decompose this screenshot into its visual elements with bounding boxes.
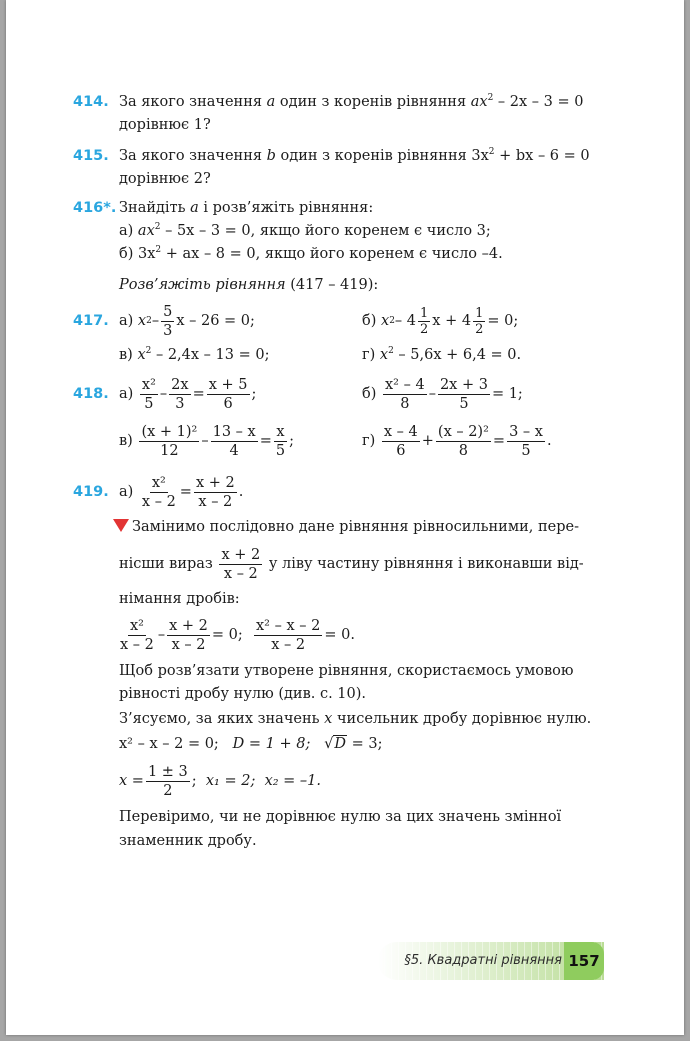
solution-line-2 xyxy=(119,544,584,584)
problem-417-b: б) x 2 – 4 1 2 x + 4 1 2 = 0; xyxy=(362,305,519,337)
text: чисельник дробу дорівнює нулю. xyxy=(336,711,592,727)
item-label: б) xyxy=(362,313,377,329)
problem-416-b: б) $3x^2$ + ax – 8 = 0, якщо його коренем є число –4. xyxy=(119,245,503,262)
equation-part: – 5,6x + 6,4 = 0. xyxy=(393,347,522,363)
equation-part: ; xyxy=(191,773,197,789)
text: нісши вираз xyxy=(119,556,213,572)
equation-part: ; xyxy=(289,433,294,449)
solution-line-4: Щоб розв’язати утворене рівняння, скористаємось умовою xyxy=(119,663,574,679)
solution-line-3: німання дробів: xyxy=(119,591,240,607)
operator: – xyxy=(201,433,209,449)
operator: + xyxy=(421,433,434,449)
fraction: $\frac{3 - x}{5}$ xyxy=(509,423,543,459)
section-heading xyxy=(119,274,378,296)
fraction: $\frac{\text{(x – 2)²}}{8}$ xyxy=(437,423,489,459)
equation-part: ax xyxy=(470,94,488,110)
equation-part: x xyxy=(381,313,390,329)
solution-roots xyxy=(119,760,321,802)
solution-line-8: знаменник дробу. xyxy=(119,833,257,849)
fraction: $\frac{x}{5}$ xyxy=(275,423,286,459)
problem-number-417: 417. xyxy=(73,313,109,329)
equation-part: . xyxy=(546,433,552,449)
solution-discriminant xyxy=(119,733,383,755)
equation-part: x + 4 xyxy=(432,313,472,329)
fraction: $\frac{x + 2}{x - 2}$ xyxy=(169,617,208,653)
equation-part: 3x xyxy=(471,148,489,164)
text: і розв’яжіть рівняння: xyxy=(203,200,374,216)
page-number: 157 xyxy=(564,942,604,980)
text: один з коренів рівняння xyxy=(279,94,467,110)
text: З’ясуємо, за яких значень xyxy=(119,711,320,727)
item-label: в) xyxy=(119,347,133,363)
equation-part: ax xyxy=(137,223,155,239)
problem-number-419: 419. xyxy=(73,484,109,500)
operator: = xyxy=(192,386,205,402)
fraction: $\frac{13 - x}{4}$ xyxy=(212,423,256,459)
equation-part: x = xyxy=(119,773,144,789)
item-label: а) xyxy=(119,386,134,402)
equation-part: x xyxy=(137,347,146,363)
solution-line-7: Перевіримо, чи не дорівнює нулю за цих значень змінної xyxy=(119,809,562,825)
variable: a xyxy=(190,200,199,216)
equation-part: + ax – 8 = 0, якщо його коренем є число –4. xyxy=(161,246,503,262)
equation-part: = 1; xyxy=(491,386,523,402)
problem-number-415: 415. xyxy=(73,148,109,164)
fraction: $\frac{x + 2}{x - 2}$ xyxy=(195,474,235,510)
fraction: $\frac{2x}{3}$ xyxy=(171,376,189,412)
problem-414-line2: дорівнює 1? xyxy=(119,117,211,133)
solution-marker-icon xyxy=(113,519,129,532)
problem-number-416: 416*. xyxy=(73,200,117,216)
equation-part: – 4 xyxy=(394,313,417,329)
heading-range: (417 – 419): xyxy=(290,277,379,293)
heading-italic: Розв’яжіть рівняння xyxy=(119,277,286,293)
problem-415-line1: За якого значення b один з коренів рівняння $3x^2$ + bx – 6 = 0 xyxy=(119,147,590,164)
equation-part: = 0. xyxy=(324,627,355,643)
problem-417-a: а) x 2 – 5 3 x – 26 = 0; xyxy=(119,303,255,339)
problem-418-b xyxy=(362,374,523,414)
text: у ліву частину рівняння і виконавши від- xyxy=(268,556,584,572)
solution-line-1 xyxy=(113,516,579,538)
problem-418-g xyxy=(362,420,552,462)
equation-part: 3x xyxy=(138,246,156,262)
item-label: а) xyxy=(119,223,134,239)
fraction: x² 5 xyxy=(141,376,156,412)
item-label: г) xyxy=(362,347,376,363)
text: За якого значення xyxy=(119,94,263,110)
sqrt-radicand: D xyxy=(334,736,347,752)
operator: = xyxy=(179,484,192,500)
root-2: x₂ = –1. xyxy=(264,773,322,789)
operator: – xyxy=(159,386,168,402)
solution-line-6 xyxy=(119,708,591,730)
problem-417-v: в) $x^2 - 2,4x - 13 = 0$; xyxy=(119,346,270,363)
operator: = xyxy=(259,433,272,449)
equation-part: + bx – 6 = 0 xyxy=(494,148,590,164)
root-1: x₁ = 2; xyxy=(205,773,256,789)
problem-number-414: 414. xyxy=(73,94,109,110)
sqrt-icon: √ xyxy=(324,736,334,752)
text: Знайдіть xyxy=(119,200,186,216)
problem-417-g: г) $x^2 - 5,6x + 6,4 = 0$. xyxy=(362,346,522,363)
problem-414-line1: За якого значення a один з коренів рівняння $ax^2 - 2x - 3 = 0$ xyxy=(119,93,584,110)
equation-part: – 5x – 3 = 0, якщо його коренем є число 3; xyxy=(160,223,491,239)
fraction: x² x – 2 xyxy=(120,617,154,653)
equation-part: x – 26 = 0; xyxy=(176,313,255,329)
fraction: (x + 1)² 12 xyxy=(141,423,198,459)
fraction: $\frac{\text{x²}}{x - 2}$ xyxy=(141,474,176,510)
item-label: а) xyxy=(119,484,134,500)
equation-part: – xyxy=(151,313,160,329)
item-label: в) xyxy=(119,433,133,449)
variable: x xyxy=(324,711,333,727)
fraction: x² – 4 8 xyxy=(385,376,425,412)
equation-part: ; xyxy=(251,386,257,402)
operator: – xyxy=(428,386,436,402)
problem-415-line2: дорівнює 2? xyxy=(119,171,211,187)
item-label: г) xyxy=(362,433,376,449)
problem-418-a xyxy=(119,374,256,414)
fraction: 1 2 xyxy=(420,305,429,337)
equation-part: = 3; xyxy=(351,736,383,752)
equation-part: . xyxy=(238,484,244,500)
item-label: б) xyxy=(362,386,377,402)
item-label: а) xyxy=(119,313,134,329)
solution-equation xyxy=(116,614,355,656)
equation-part: D = 1 + 8; xyxy=(232,736,311,752)
variable: b xyxy=(266,148,276,164)
equation-part: x xyxy=(379,347,389,363)
item-label: б) xyxy=(119,246,134,262)
equation-part: x² – x – 2 = 0; xyxy=(119,736,219,752)
text: один з коренів рівняння xyxy=(280,148,467,164)
problem-419-a xyxy=(119,472,243,512)
textbook-page xyxy=(6,0,684,1035)
problem-418-v xyxy=(119,420,294,462)
operator: – xyxy=(157,627,166,643)
equation-part: x xyxy=(137,313,147,329)
equation-part: – 2x – 3 = 0 xyxy=(493,94,584,110)
fraction: x + 2 x – 2 xyxy=(221,546,261,582)
fraction: $\frac{2x + 3}{5}$ xyxy=(439,376,488,412)
equation-part: = 0; xyxy=(487,313,519,329)
footer-section-title: §5. Квадратні рівняння xyxy=(404,953,562,968)
text: За якого значення xyxy=(119,148,263,164)
fraction: 5 3 xyxy=(163,303,173,339)
fraction: $\frac{1 \pm 3}{2}$ xyxy=(147,763,188,799)
problem-416-a: а) $ax^2 - 5x - 3 = 0$, якщо його коренем є число 3; xyxy=(119,222,491,239)
fraction: $\frac{x + 5}{6}$ xyxy=(208,376,248,412)
footer-section-bar xyxy=(378,942,604,980)
problem-number-418: 418. xyxy=(73,386,109,402)
equation-part: – 2,4x – 13 = 0; xyxy=(151,347,270,363)
text: Замінимо послідовно дане рівняння рівносильними, пере- xyxy=(132,519,580,535)
solution-line-5: рівності дробу нулю (див. с. 10). xyxy=(119,686,367,702)
problem-416-intro xyxy=(119,197,373,219)
fraction: x – 4 6 xyxy=(383,423,418,459)
variable: a xyxy=(266,94,276,110)
fraction: 1 2 xyxy=(475,305,484,337)
equation-part: = 0; xyxy=(211,627,243,643)
operator: = xyxy=(492,433,506,449)
fraction: $\frac{\text{x² – x – 2}}{x - 2}$ xyxy=(256,617,321,653)
